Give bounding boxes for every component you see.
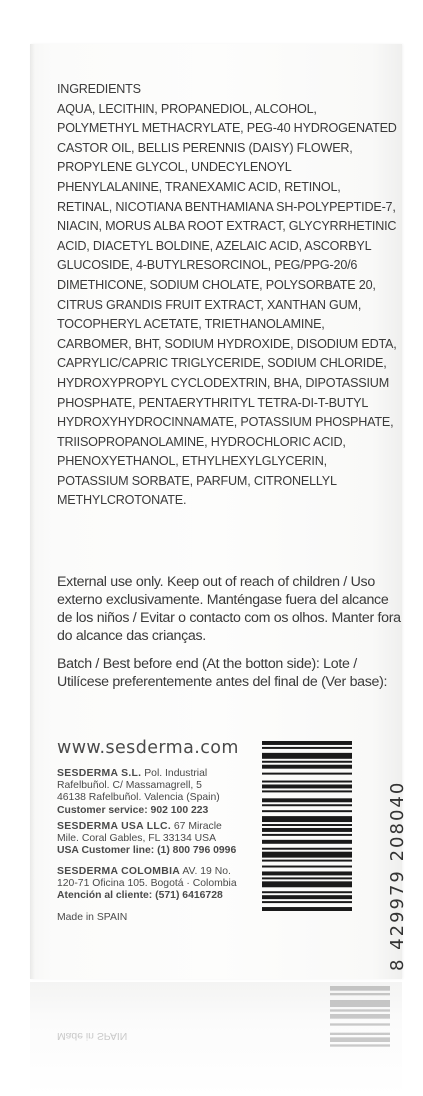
barcode-number: 8 429979 208040 (387, 780, 408, 971)
ingredients-list: AQUA, LECITHIN, PROPANEDIOL, ALCOHOL, POLYMETHYL METHACRYLATE, PEG-40 HYDROGENATED CASTOR OIL, BELLIS PERENNIS (DAISY) FLOWER, PROPYLENE GLYCOL, UNDECYLENOYL PHENYLALANINE, TRANEXAMIC ACID, RETINOL, RETINAL, NICOTIANA BENTHAMIANA SH-POLYPEPTIDE-7, NIACIN, MORUS ALBA ROOT EXTRACT, GLYCYRRHETINIC ACID, DIACETYL BOLDINE, AZELAIC ACID, ASCORBYL GLUCOSIDE, 4-BUTYLRESORCINOL, PEG/PPG-20/6 DIMETHICONE, SODIUM CHOLATE, POLYSORBATE 20, CITRUS GRANDIS FRUIT EXTRACT, XANTHAN GUM, TOCOPHERYL ACETATE, TRIETHANOLAMINE, CARBOMER, BHT, SODIUM HYDROXIDE, DISODIUM EDTA, CAPRYLIC/CAPRIC TRIGLYCERIDE, SODIUM CHLORIDE, HYDROXYPROPYL CYCLODEXTRIN, BHA, DIPOTASSIUM PHOSPHATE, PENTAERYTHRITYL TETRA-DI-T-BUTYL HYDROXYHYDROCINNAMATE, POTASSIUM PHOSPHATE, TRIISOPROPANOLAMINE, HYDROCHLORIC ACID, PHENOXYETHANOL, ETHYLHEXYLGLYCERIN, POTASSIUM SORBATE, PARFUM, CITRONELLYL METHYLCROTONATE. (57, 101, 397, 508)
barcode-bar (262, 761, 352, 763)
company-spain (57, 768, 242, 817)
company-contact-label: USA Customer line: (57, 845, 155, 857)
barcode-reflection-bar (330, 1044, 390, 1046)
barcode-bar (262, 866, 352, 868)
barcode-bar (262, 891, 352, 893)
barcode-bar (262, 871, 352, 875)
barcode-reflection-bar (330, 1000, 390, 1007)
company-colombia (57, 866, 242, 903)
batch-info: Batch / Best before end (At the botton side): Lote / Utilícese preferentemente antes del final de (Ver base): (57, 656, 388, 690)
barcode-reflection-bar (330, 1009, 390, 1011)
barcode-bar (262, 860, 352, 862)
company-contact: Atención al cliente: (571) 6416728 (57, 890, 223, 902)
barcode-bar (262, 852, 352, 858)
company-name: SESDERMA USA LLC. (57, 821, 172, 832)
company-address: Rafelbuñol. C/ Massamagrell, 5 (57, 780, 202, 792)
company-address: AV. 19 No. (180, 866, 231, 877)
barcode-bar (262, 834, 352, 836)
barcode-reflection-bar (330, 1037, 390, 1042)
barcode-bar (262, 741, 352, 745)
barcode-bar (262, 753, 352, 759)
company-usa (57, 821, 242, 858)
barcode-bar (262, 773, 352, 775)
company-address: 67 Miracle (171, 821, 222, 832)
ingredients-block (57, 80, 397, 511)
barcode-bar (262, 765, 352, 769)
company-address: Mile. Coral Gables, FL 33134 USA (57, 833, 217, 845)
barcode-bar (262, 824, 352, 826)
usage-warning: External use only. Keep out of reach of children / Uso externo exclusivamente. Manténgase fuera del alcance de los niños / Evitar o contacto com os olhos. Manter fora do alcance das crianças. (57, 574, 401, 644)
made-in-label: Made in SPAIN (57, 912, 128, 923)
barcode-bar (262, 816, 352, 822)
barcode-bar (262, 828, 352, 832)
barcode-bar (262, 810, 352, 812)
company-contact: Customer service: 902 100 223 (57, 804, 209, 816)
company-name: SESDERMA S.L. (57, 768, 142, 779)
barcode-bar (262, 877, 352, 879)
barcode-reflection (330, 986, 390, 1056)
ingredients-heading: INGREDIENTS (57, 82, 141, 96)
barcode-bar (262, 848, 352, 850)
barcode-reflection-bar (330, 1023, 390, 1025)
barcode-bar (262, 895, 352, 899)
company-address: 120-71 Oficina 105. Bogotá · Colombia (57, 878, 237, 890)
barcode-bar (262, 798, 352, 802)
warnings-block (57, 573, 402, 691)
made-in-reflection: Made in SPAIN (57, 1030, 128, 1041)
barcode-reflection-bar (330, 1014, 390, 1019)
barcode-reflection-bar (330, 1033, 390, 1035)
barcode (262, 741, 352, 911)
barcode-bar (262, 747, 352, 749)
box-edge-shadow (30, 44, 35, 979)
barcode-bar (262, 840, 352, 844)
barcode-bar (262, 781, 352, 783)
company-address: 46138 Rafelbuñol. Valencia (Spain) (57, 792, 220, 804)
barcode-bar (262, 881, 352, 887)
barcode-reflection-bar (330, 993, 390, 995)
barcode-number-container (352, 741, 408, 971)
barcode-bar (262, 790, 352, 792)
company-name: SESDERMA COLOMBIA (57, 866, 181, 877)
barcode-bar (262, 804, 352, 806)
company-address: Pol. Industrial (141, 768, 208, 779)
company-contact: (1) 800 796 0996 (154, 845, 237, 857)
barcode-bar (262, 784, 352, 788)
barcode-reflection-bar (330, 986, 390, 991)
barcode-bar (262, 907, 352, 911)
barcode-bar (262, 901, 352, 903)
website-url: www.sesderma.com (57, 738, 239, 758)
